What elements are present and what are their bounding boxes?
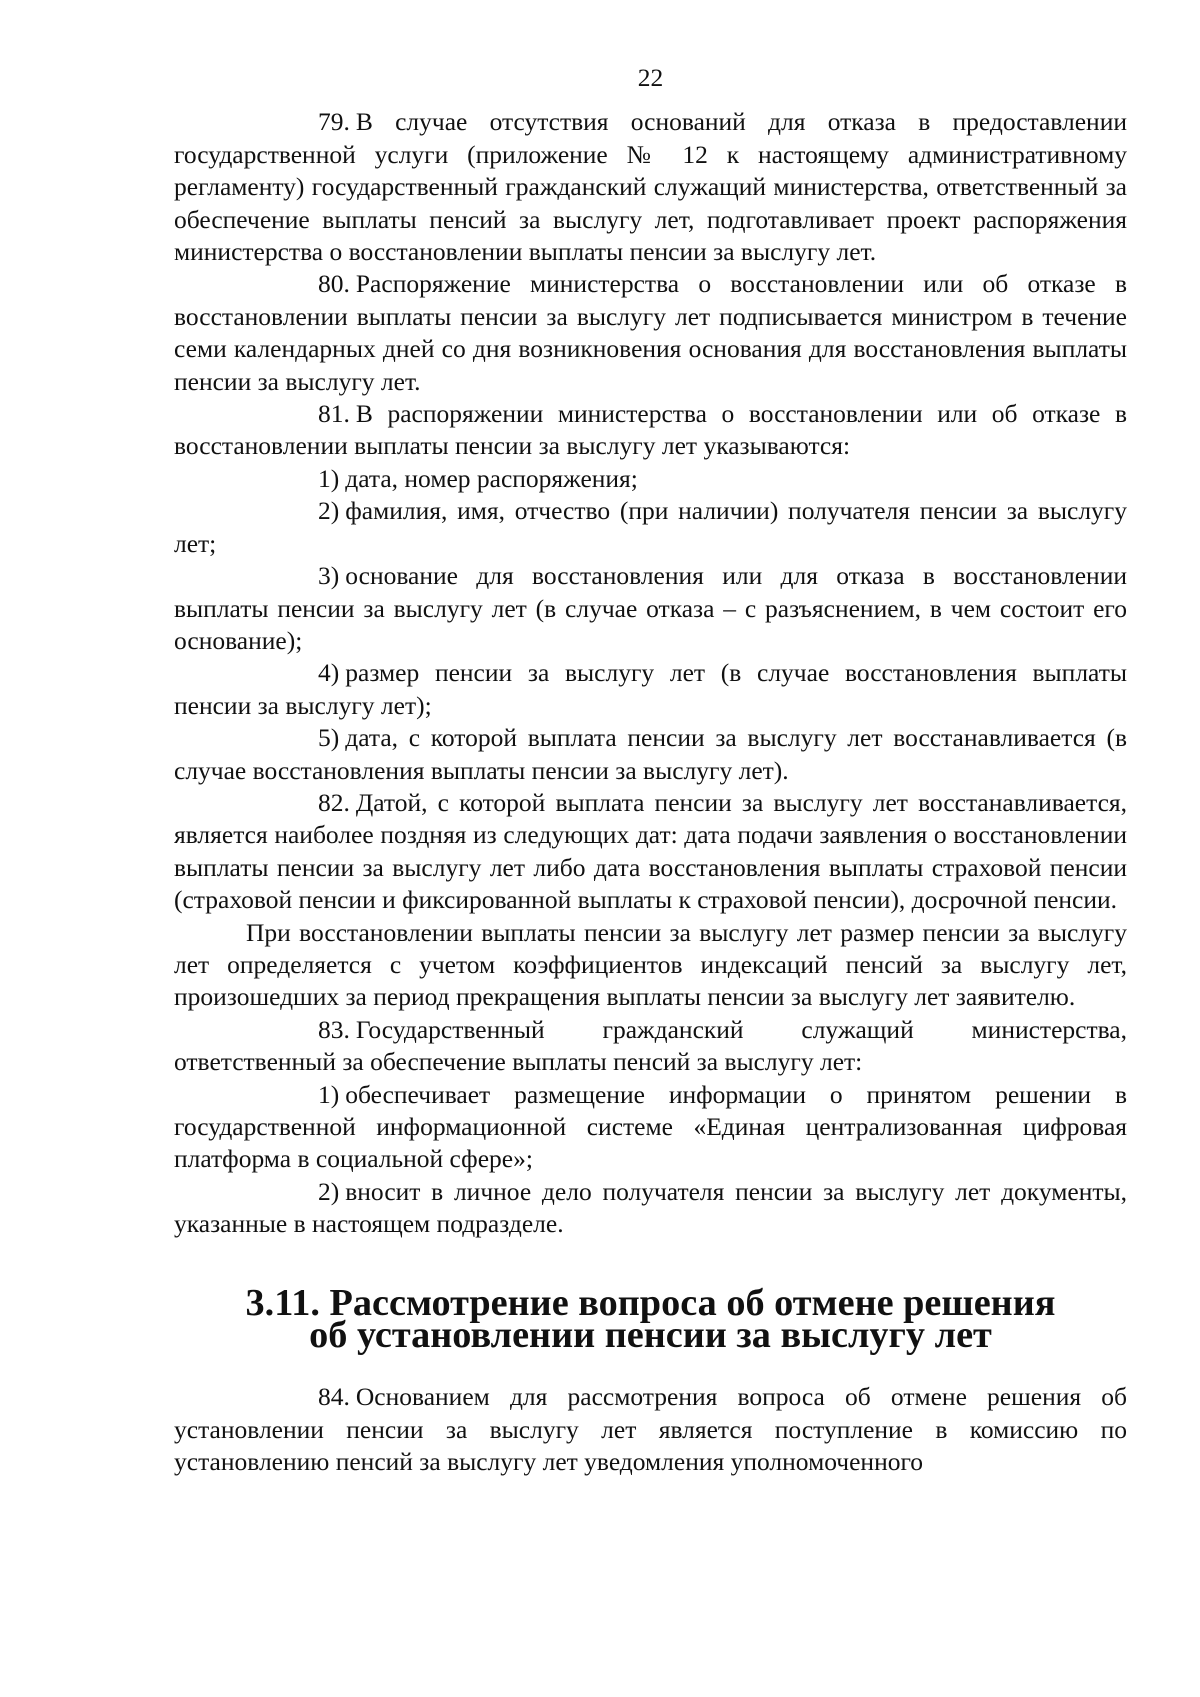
paragraph-number: 79.: [318, 107, 350, 137]
list-item-number: 4): [318, 658, 340, 688]
list-item-text: размер пенсии за выслугу лет (в случае восстановления выплаты пенсии за выслугу лет);: [174, 658, 1127, 720]
list-item-text: основание для восстановления или для отказа в восстановлении выплаты пенсии за выслугу лет (в случае отказа – с разъяснением, в чем состоит его основание);: [174, 561, 1127, 655]
paragraph-text: В случае отсутствия оснований для отказа в предоставлении государственной услуги (приложение № 12 к настоящему административному регламенту) государственный гражданский служащий министерства, ответственный за обеспечение выплаты пенсий за выслугу лет, подготавливает проект распоряжения министерства о восстановлении выплаты пенсии за выслугу лет.: [174, 107, 1127, 267]
list-item-number: 3): [318, 561, 340, 591]
section-heading-line-2: об установлении пенсии за выслугу лет: [309, 1314, 992, 1357]
section-heading-line-1: 3.11. Рассмотрение вопроса об отмене решения: [245, 1281, 1056, 1324]
section-heading: [174, 1281, 1127, 1357]
paragraphs-after: [174, 1381, 1127, 1478]
list-item-81-4: [174, 657, 1127, 722]
paragraph-number: 80.: [318, 269, 350, 299]
list-item-text: дата, с которой выплата пенсии за выслугу лет восстанавливается (в случае восстановления выплаты пенсии за выслугу лет).: [174, 723, 1127, 785]
paragraph-81: [174, 398, 1127, 463]
list-item-number: 2): [318, 496, 340, 526]
list-item-81-3: [174, 560, 1127, 657]
paragraph-text: Распоряжение министерства о восстановлении или об отказе в восстановлении выплаты пенсии за выслугу лет подписывается министром в течение семи календарных дней со дня возникновения основания для восстановления выплаты пенсии за выслугу лет.: [174, 269, 1127, 396]
list-item-text: вносит в личное дело получателя пенсии за выслугу лет документы, указанные в настоящем подразделе.: [174, 1176, 1127, 1239]
paragraph-text: Основанием для рассмотрения вопроса об отмене решения об установлении пенсии за выслугу лет является поступление в комиссию по установлению пенсий за выслугу лет уведомления уполномоченного: [174, 1382, 1127, 1477]
list-item-number: 2): [318, 1176, 340, 1206]
list-item-81-2: [174, 495, 1127, 560]
paragraph-number: 83.: [318, 1014, 350, 1044]
paragraph-number: 82.: [318, 787, 350, 817]
paragraphs-before: [174, 106, 1127, 1240]
paragraph-82-continued: [174, 917, 1127, 1014]
paragraph-82: [174, 787, 1127, 917]
list-item-number: 1): [318, 463, 340, 493]
page-number: 22: [637, 63, 664, 92]
paragraph-number: 84.: [318, 1382, 350, 1412]
list-item-text: дата, номер распоряжения;: [345, 463, 638, 493]
paragraph-text: Датой, с которой выплата пенсии за выслугу лет восстанавливается, является наиболее поздняя из следующих дат: дата подачи заявления о восстановлении выплаты пенсии за выслугу лет либо дата восстановления выплаты страховой пенсии (страховой пенсии и фиксированной выплаты к страховой пенсии), досрочной пенсии.: [174, 787, 1127, 915]
list-item-83-2: [174, 1176, 1127, 1241]
paragraph-79: [174, 106, 1127, 268]
paragraph-83: [174, 1014, 1127, 1079]
paragraph-text: Государственный гражданский служащий министерства, ответственный за обеспечение выплаты пенсий за выслугу лет:: [174, 1014, 1127, 1077]
list-item-text: фамилия, имя, отчество (при наличии) получателя пенсии за выслугу лет;: [174, 496, 1127, 558]
paragraph-80: [174, 268, 1127, 398]
list-item-number: 1): [318, 1079, 340, 1109]
paragraph-84: [174, 1381, 1127, 1478]
list-item-83-1: [174, 1079, 1127, 1176]
list-item-81-5: [174, 722, 1127, 787]
list-item-text: обеспечивает размещение информации о принятом решении в государственной информационной системе «Единая централизованная цифровая платформа в социальной сфере»;: [174, 1079, 1127, 1174]
paragraph-number: 81.: [318, 399, 350, 429]
paragraph-text: В распоряжении министерства о восстановлении или об отказе в восстановлении выплаты пенсии за выслугу лет указываются:: [174, 399, 1127, 461]
paragraph-text: При восстановлении выплаты пенсии за выслугу лет размер пенсии за выслугу лет определяется с учетом коэффициентов индексаций пенсий за выслугу лет, произошедших за период прекращения выплаты пенсии за выслугу лет заявителю.: [174, 917, 1127, 1012]
list-item-81-1: [174, 463, 1127, 495]
list-item-number: 5): [318, 723, 340, 753]
